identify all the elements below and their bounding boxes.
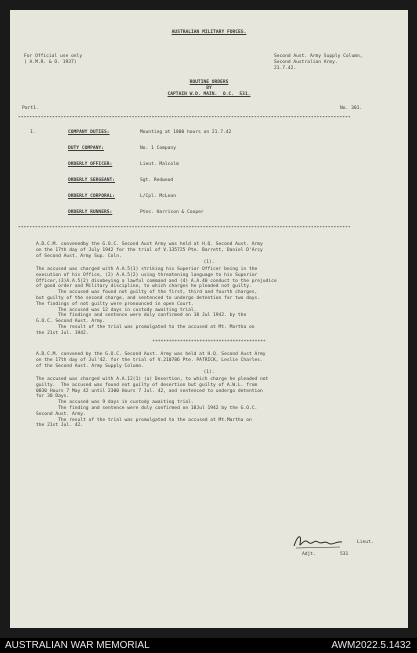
text-line: G.O.C. Second Aust. Army. (36, 319, 106, 325)
separator-stars-top: ********************************************************************************************************************* (18, 116, 351, 121)
orders-by: BY (206, 86, 212, 91)
text-line: the 21st Jul. 1942. (36, 330, 89, 336)
duty-label-orderly-runners: ORDERLY RUNNERS: (68, 210, 113, 215)
signature-rank: Lieut. (357, 540, 374, 545)
text-line: The accused was charged with A.A.12(1) (a) Desertion, to which charge he pleaded not (36, 377, 269, 382)
text-line: The finding and sentence were duly confirmed on 18Jul 1942 by the G.O.C. (36, 405, 258, 411)
unit-name-line2: Second Australian Army. (274, 60, 338, 65)
unit-name-line1: Second Aust. Army Supply Column, (274, 54, 363, 59)
text-line: A.D.C.M. convened by the G.O.C. Second Aust. Army was held at H.Q. Second Aust Army (36, 352, 266, 357)
text-line: The findings of not guilty were pronounced in open Court. (36, 301, 194, 307)
signature-unit: 531 (340, 552, 349, 557)
footer-bar (0, 638, 417, 653)
text-line: of the Second Aust. Army Supply Column. (36, 363, 144, 369)
regulation-reference: ( A.M.R. & O. 1937) (24, 60, 77, 65)
handwritten-signature (290, 530, 350, 552)
duty-value-company-duties: Mounting at 1800 hours on 21.7.42 (140, 130, 232, 135)
text-line: for 30 Days. (36, 394, 70, 400)
signature-adjutant: Adjt. (302, 552, 316, 557)
duty-value-orderly-officer: Lieut. Malcolm (140, 162, 179, 167)
court-martial-paragraph-2 (36, 352, 388, 369)
text-line: on the 17th day of July 1942 for the trial of V.135725 Pte. Barrett, Daniel D'Arcy (36, 247, 263, 253)
text-line: Second Aust. Army. (36, 411, 86, 417)
text-line: on the 17th day of Jul'42. for the trial of V.210786 Pte. PATRICK, Leslie Charles. (36, 357, 263, 363)
footer-reference: AWM2022.5.1432 (331, 640, 411, 651)
court-martial-paragraph-1 (36, 242, 388, 259)
footer-institution: AUSTRALIAN WAR MEMORIAL (5, 640, 150, 651)
document-page (10, 10, 408, 628)
text-line: The accused was 9 days in custody awaiting trial. (36, 400, 194, 406)
paragraph-number-1: (1). (203, 260, 215, 265)
separator-stars-short: ***************************************** (152, 340, 266, 345)
text-line: The accused was 12 days in custody awaiting trial. (36, 307, 197, 313)
duty-label-orderly-corporal: ORDERLY CORPORAL: (68, 194, 116, 199)
part-label: Part1. (22, 106, 39, 111)
item-number: 1. (30, 130, 36, 135)
text-line: The result of the trial was promulgated to the accused at Mt. Martha on (36, 324, 255, 330)
text-line: guilty. The accused was found not guilty of desertion but guilty of A.W.L. from (36, 382, 258, 388)
text-line: of good order and Military discipline, to which charges he pleaded not guilty. (36, 284, 252, 290)
header-title: AUSTRALIAN MILITARY FORCES. (171, 30, 247, 35)
text-line: The accused was found not guilty of the first, third and fourth charges, (36, 290, 258, 296)
orders-number: No. 301. (340, 106, 363, 111)
text-line: A.D.C.M. convenedby the G.O.C. Second Aust Army was held at H.Q. Second Aust. Army (36, 242, 263, 247)
duty-label-company-duties: COMPANY DUTIES: (68, 130, 110, 135)
charges-paragraph-2 (36, 377, 388, 429)
text-line: execution of his Office, (2) A.A.5(2) using threatening language to his Superior (36, 272, 258, 278)
duty-label-orderly-sergeant: ORDERLY SERGEANT: (68, 178, 116, 183)
text-line: 0830 Hours 7 May 42 until 2300 Hours 7 Jul. 42, and sentenced to undergo detention (36, 388, 263, 394)
text-line: Officer,(3)A.A.5(2) disobeying a lawful command and (4) A.A.40 conduct to the prejudice (36, 278, 277, 284)
duty-value-orderly-sergeant: Sgt. Redwood (140, 178, 174, 183)
text-line: The findings and sentence were duly confirmed on 18 Jul 1942. by the (36, 313, 247, 319)
orders-title: ROUTINE ORDERS (189, 80, 229, 85)
orders-captain: CAPTAIN W.D. MAIN. O.C. 531. (167, 92, 251, 97)
text-line: but guilty of the second charge, and sentenced to undergo detention for two days. (36, 295, 261, 301)
paragraph-number-2: (1). (203, 370, 215, 375)
text-line: the 21st Jul. 42. (36, 423, 84, 429)
text-line: of Second Aust. Army Sup. Coln. (36, 253, 122, 259)
duty-label-duty-company: DUTY COMPANY: (68, 146, 104, 151)
duty-value-duty-company: No. 1 Company (140, 146, 176, 151)
separator-stars-middle: ********************************************************************************************************************* (18, 226, 351, 231)
document-date: 21.7.42. (274, 66, 297, 71)
text-line: The accused was charged with A.A.5(1) striking his Superior Officer being in the (36, 267, 258, 272)
text-line: The result of the trial was promulgated to the accused at Mt.Martha on (36, 417, 252, 423)
official-use-line: For Official use only (24, 54, 83, 59)
duty-label-orderly-officer: ORDERLY OFFICER: (68, 162, 113, 167)
duty-value-orderly-runners: Ptes. Harrison & Cooper (140, 210, 204, 215)
duty-value-orderly-corporal: L/Cpl. McLean (140, 194, 176, 199)
charges-paragraph-1 (36, 267, 388, 337)
